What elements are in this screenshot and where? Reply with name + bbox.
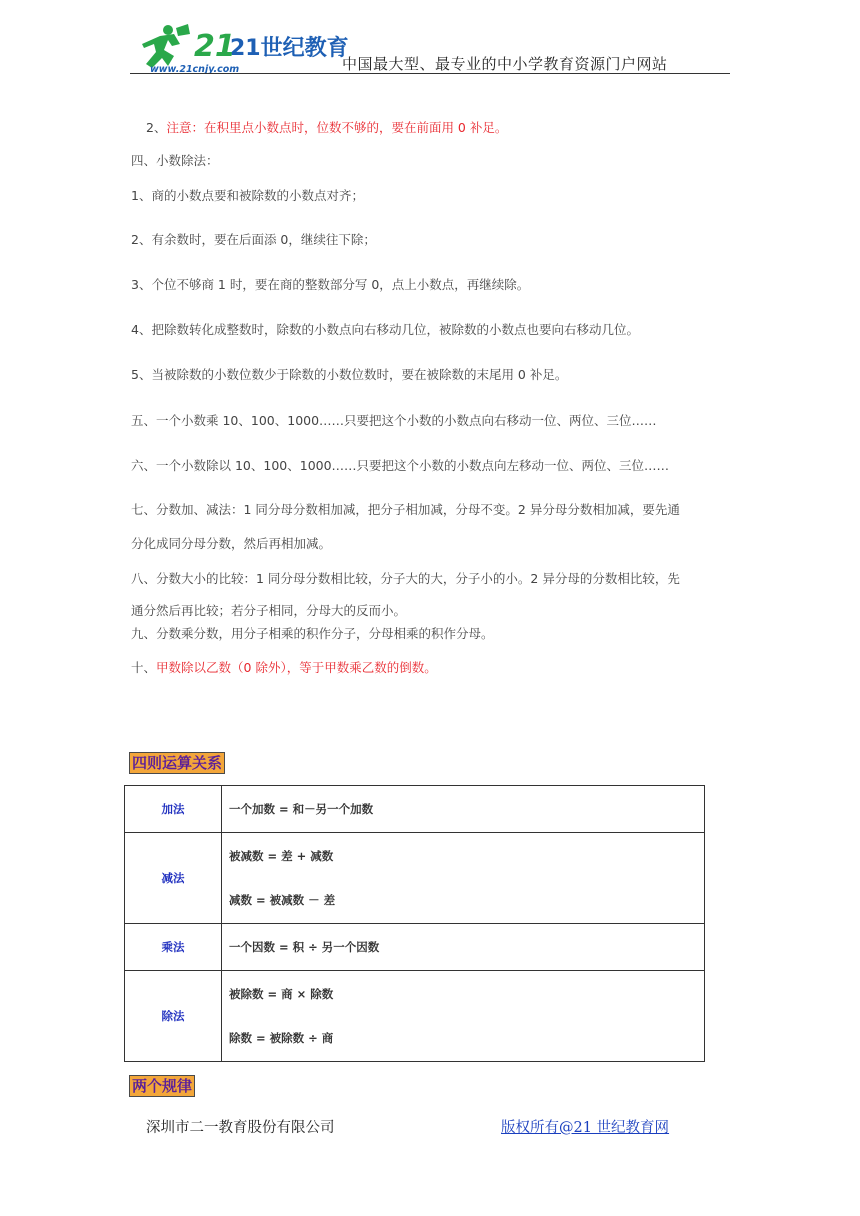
ops-formula: 减数 = 被减数 － 差 — [229, 893, 336, 907]
ops-formula: 除数 = 被除数 ÷ 商 — [229, 1031, 334, 1045]
section-8-line-2: 通分然后再比较；若分子相同，分母大的反而小。 — [131, 603, 407, 618]
division-rule-3: 3、个位不够商 1 时，要在商的整数部分写 0，点上小数点，再继续除。 — [131, 277, 530, 292]
section-5: 五、一个小数乘 10、100、1000……只要把这个小数的小数点向右移动一位、两位、三位…… — [131, 413, 657, 428]
section-6: 六、一个小数除以 10、100、1000……只要把这个小数的小数点向左移动一位、两位、三位…… — [131, 458, 670, 473]
section-10 — [131, 660, 437, 676]
ops-cell — [222, 833, 705, 924]
division-rule-5: 5、当被除数的小数位数少于除数的小数位数时，要在被除数的末尾用 0 补足。 — [131, 367, 568, 382]
rules-section-title: 两个规律 — [129, 1075, 195, 1097]
logo-icon — [130, 22, 349, 75]
table-row — [125, 924, 705, 971]
division-rule-4: 4、把除数转化成整数时，除数的小数点向右移动几位，被除数的小数点也要向右移动几位。 — [131, 322, 639, 337]
table-row — [125, 786, 705, 833]
division-rule-2: 2、有余数时，要在后面添 0，继续往下除； — [131, 232, 376, 247]
ops-section-title: 四则运算关系 — [129, 752, 225, 774]
header-tagline: 中国最大型、最专业的中小学教育资源门户网站 — [342, 55, 668, 73]
ops-label: 乘法 — [125, 924, 222, 971]
section-10-prefix: 十、 — [131, 660, 157, 675]
note-text: 注意：在积里点小数点时，位数不够的，要在前面用 0 补足。 — [166, 120, 508, 135]
division-rule-1: 1、商的小数点要和被除数的小数点对齐； — [131, 188, 364, 203]
table-row — [125, 833, 705, 924]
ops-formula: 一个加数 = 和－另一个加数 — [229, 802, 374, 816]
ops-label: 减法 — [125, 833, 222, 924]
ops-cell — [222, 971, 705, 1062]
ops-cell — [222, 924, 705, 971]
svg-text:21世纪教育: 21世纪教育 — [230, 36, 349, 61]
section-7-line-2: 分化成同分母分数，然后再相加减。 — [131, 536, 332, 551]
note-prefix: 2、 — [146, 120, 167, 135]
svg-text:21: 21 — [194, 29, 236, 64]
ops-cell — [222, 786, 705, 833]
section-7-line-1: 七、分数加、减法：1 同分母分数相加减，把分子相加减，分母不变。2 异分母分数相加减，要先通 — [131, 502, 680, 517]
ops-formula: 一个因数 = 积 ÷ 另一个因数 — [229, 940, 380, 954]
note-line — [146, 120, 507, 136]
section-9: 九、分数乘分数，用分子相乘的积作分子，分母相乘的积作分母。 — [131, 626, 494, 641]
footer-company: 深圳市二一教育股份有限公司 — [146, 1120, 335, 1136]
section-8-line-1: 八、分数大小的比较：1 同分母分数相比较，分子大的大，分子小的小。2 异分母的分数相比较，先 — [131, 571, 680, 586]
header-divider — [130, 73, 730, 74]
footer-copyright-link[interactable]: 版权所有@21 世纪教育网 — [501, 1120, 670, 1136]
section-10-text: 甲数除以乙数（0 除外），等于甲数乘乙数的倒数。 — [156, 660, 437, 675]
ops-table — [124, 785, 705, 1062]
ops-label: 除法 — [125, 971, 222, 1062]
section-4-title: 四、小数除法： — [131, 153, 219, 168]
table-row — [125, 971, 705, 1062]
ops-formula: 被除数 = 商 × 除数 — [229, 987, 334, 1001]
ops-label: 加法 — [125, 786, 222, 833]
page-header — [130, 20, 730, 76]
svg-text:www.21cnjy.com: www.21cnjy.com — [150, 64, 240, 75]
ops-formula: 被减数 = 差 + 减数 — [229, 849, 334, 863]
